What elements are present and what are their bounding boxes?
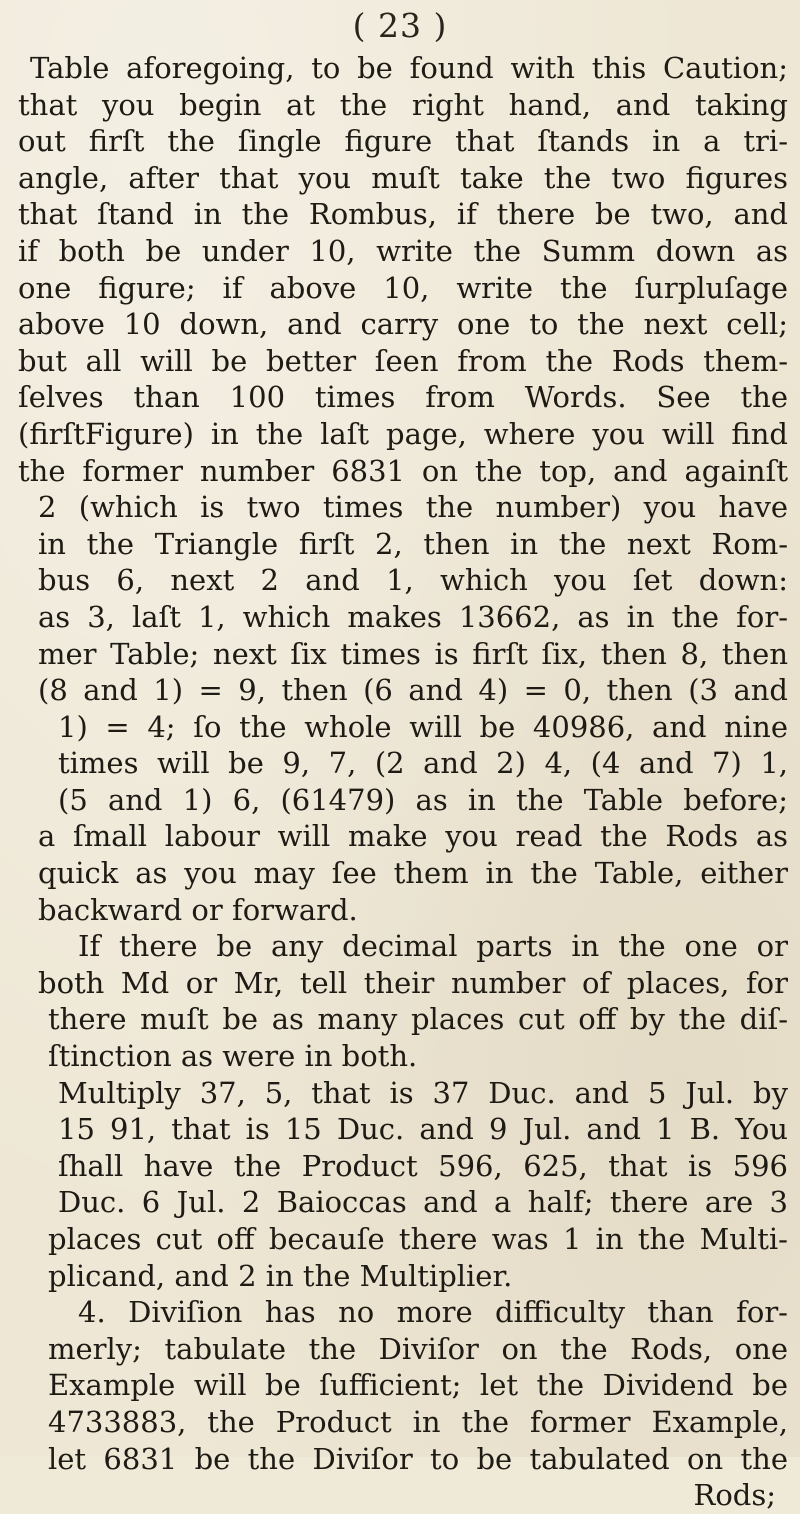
text-line: quick as you may ſee them in the Table, either xyxy=(38,856,788,891)
text-line: both Md or Mr, tell their number of places, for xyxy=(38,965,788,1000)
text-line: a ſmall labour will make you read the Rods as xyxy=(38,819,788,854)
text-line: 1) = 4; ſo the whole will be 40986, and nine xyxy=(58,709,788,744)
text-line: but all will be better ſeen from the Rods them- xyxy=(18,343,788,378)
text-line: one figure; if above 10, write the ſurpluſage xyxy=(18,270,788,305)
text-line: bus 6, next 2 and 1, which you ſet down: xyxy=(38,563,788,598)
text-line: angle, after that you muſt take the two figures xyxy=(18,160,788,195)
page-number: ( 23 ) xyxy=(352,6,448,45)
text-line: out firſt the ſingle figure that ſtands in a tri- xyxy=(18,124,788,159)
text-line: (8 and 1) = 9, then (6 and 4) = 0, then (3 and xyxy=(38,673,788,708)
text-line: If there be any decimal parts in the one or xyxy=(78,929,788,964)
text-line: ſtinction as were in both. xyxy=(48,1039,418,1074)
text-line: places cut off becauſe there was 1 in the Multi- xyxy=(48,1222,788,1256)
text-line: let 6831 be the Diviſor to be tabulated on the xyxy=(48,1441,788,1476)
text-line: (5 and 1) 6, (61479) as in the Table before; xyxy=(58,782,788,817)
text-line: backward or forward. xyxy=(38,892,358,927)
text-body xyxy=(18,50,788,1514)
text-line: 15 91, that is 15 Duc. and 9 Jul. and 1 B. You xyxy=(58,1112,788,1147)
text-line: if both be under 10, write the Summ down as xyxy=(18,233,788,268)
text-line: ſhall have the Product 596, 625, that is 596 xyxy=(58,1148,788,1183)
text-line: that you begin at the right hand, and taking xyxy=(18,87,788,122)
text-line: (firſtFigure) in the laſt page, where you will find xyxy=(18,416,788,451)
text-line: plicand, and 2 in the Multiplier. xyxy=(48,1258,513,1293)
text-line: ſelves than 100 times from Words. See the xyxy=(18,380,788,415)
text-line: Table aforegoing, to be found with this Caution; xyxy=(30,51,788,85)
text-line: the former number 6831 on the top, and againſt xyxy=(18,453,788,488)
text-line: Duc. 6 Jul. 2 Baioccas and a half; there are 3 xyxy=(58,1185,788,1220)
text-line: above 10 down, and carry one to the next cell; xyxy=(18,307,788,342)
text-line: as 3, laſt 1, which makes 13662, as in the for- xyxy=(38,599,788,634)
text-line: Multiply 37, 5, that is 37 Duc. and 5 Jul. by xyxy=(58,1075,788,1110)
text-line: Example will be ſufficient; let the Dividend be xyxy=(48,1368,788,1403)
text-line: 2 (which is two times the number) you have xyxy=(38,490,788,525)
text-line: there muſt be as many places cut off by the diſ- xyxy=(48,1002,788,1037)
text-line: 4733883, the Product in the former Example, xyxy=(48,1404,788,1439)
catchword: Rods; xyxy=(693,1478,776,1513)
text-line: times will be 9, 7, (2 and 2) 4, (4 and 7) 1, xyxy=(58,746,788,781)
text-line: mer Table; next ſix times is firſt ſix, then 8, then xyxy=(38,636,788,671)
text-line: that ſtand in the Rombus, if there be two, and xyxy=(18,197,788,232)
text-line: merly; tabulate the Diviſor on the Rods, one xyxy=(48,1331,788,1366)
text-line: in the Triangle firſt 2, then in the next Rom- xyxy=(38,526,788,561)
text-line: 4. Diviſion has no more difficulty than for- xyxy=(78,1295,788,1330)
